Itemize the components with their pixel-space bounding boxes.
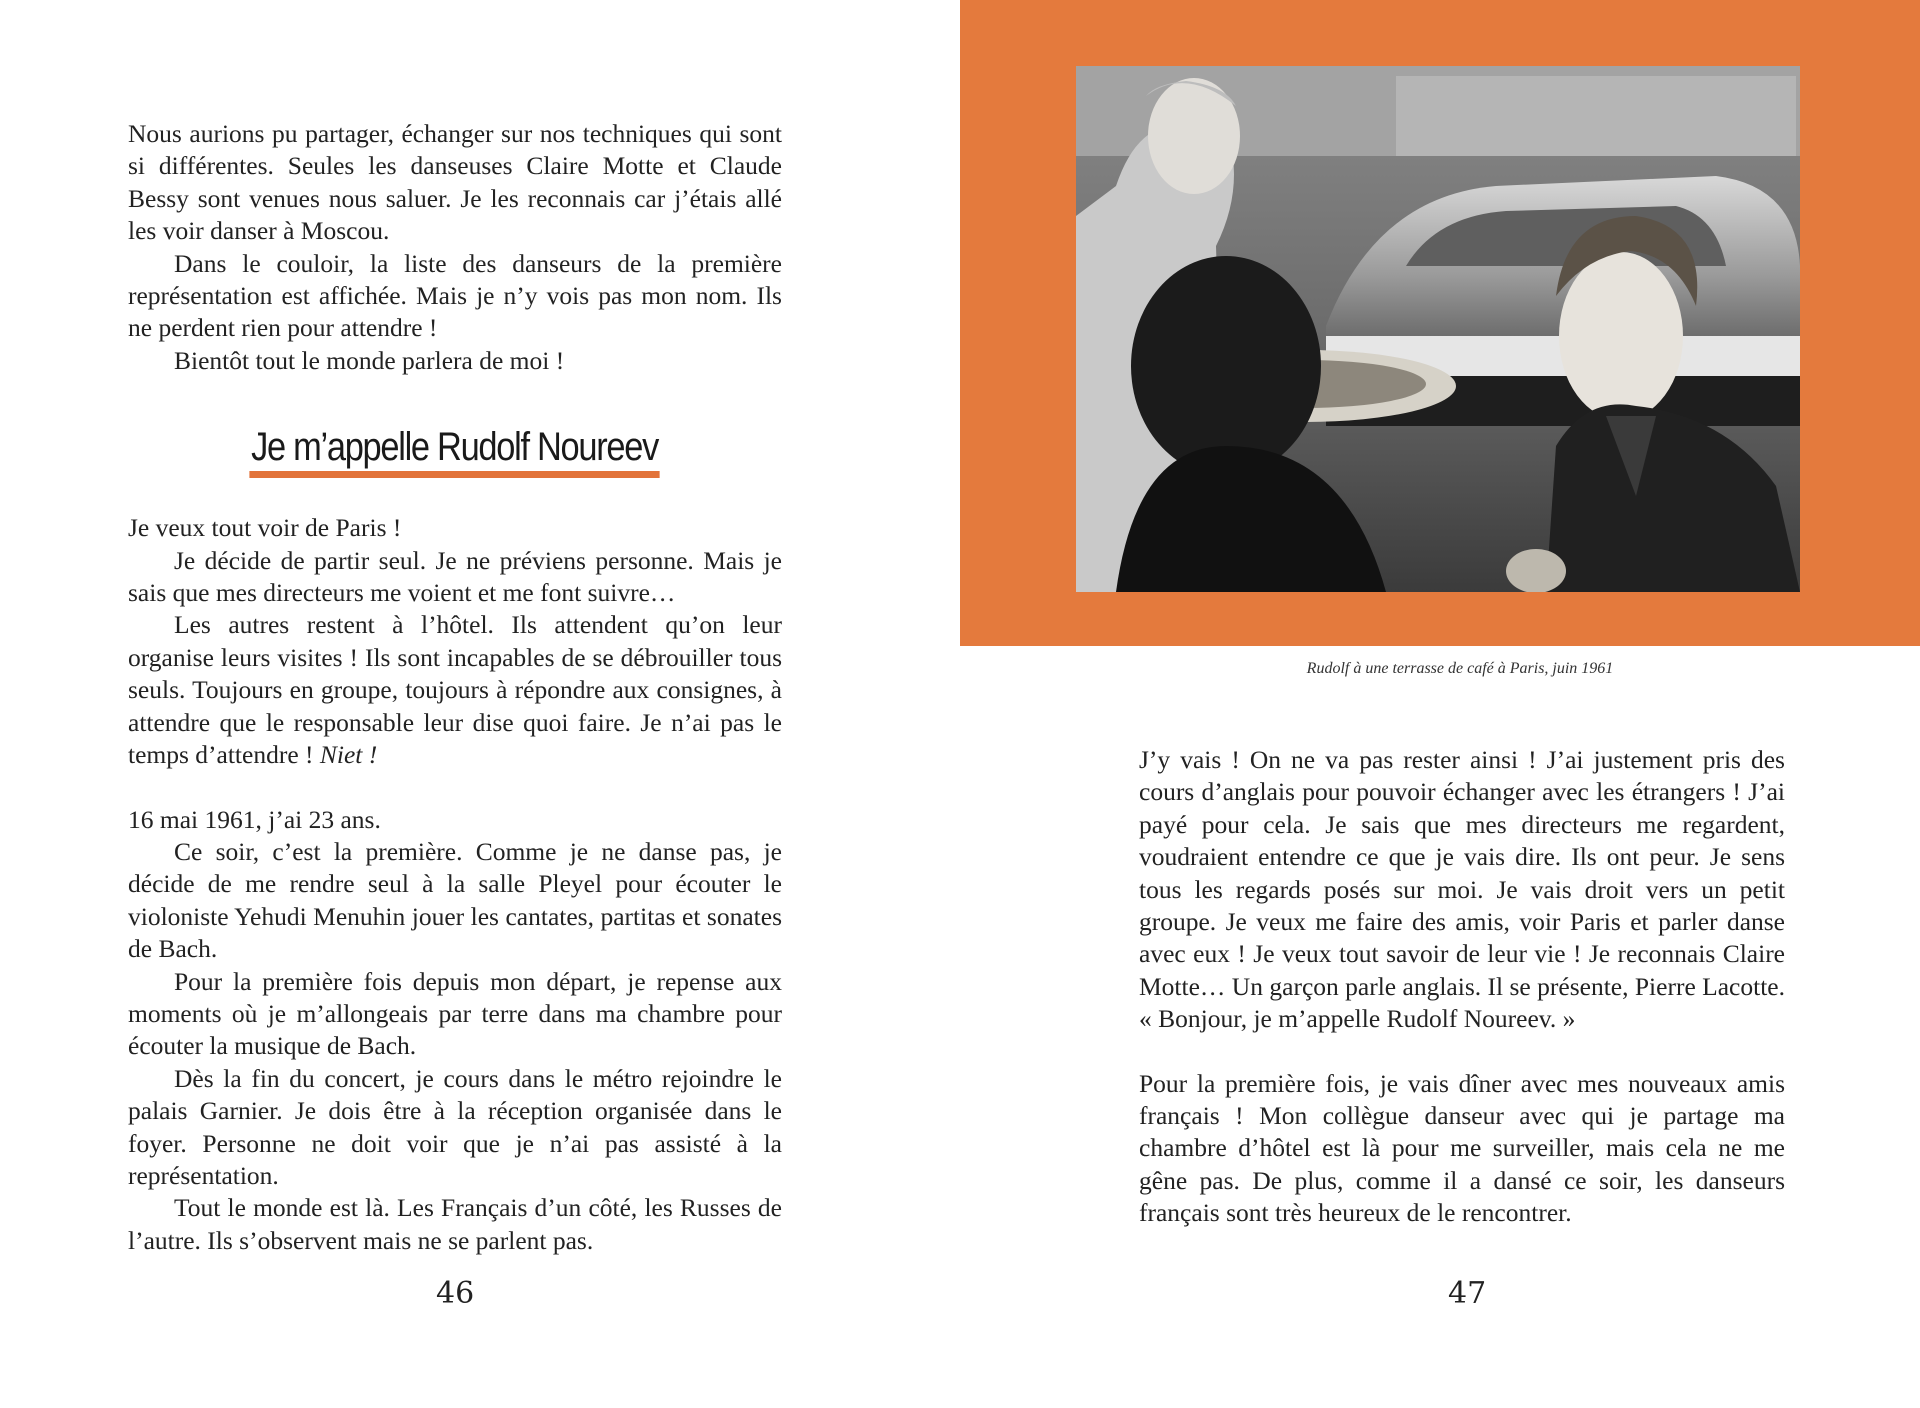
- paragraph: 16 mai 1961, j’ai 23 ans.: [128, 804, 381, 834]
- paragraph-text: Les autres restent à l’hôtel. Ils attendent qu’on leur organise leurs visites ! Ils sont incapables de se débrouiller tous seuls. Toujours en groupe, toujours à répondre aux consignes, à attendre que le responsable leur dise quoi faire. Je n’ai pas le temps d’attendre !: [128, 610, 782, 770]
- section-heading: Je m’appelle Rudolf Noureev: [250, 425, 660, 478]
- paragraph: Pour la première fois, je vais dîner avec mes nouveaux amis français ! Mon collègue danseur avec qui je partage ma chambre d’hôtel est là pour me surveiller, mais cela ne me gêne pas. De plus, comme il a dansé ce soir, les danseurs français sont très heureux de le rencontrer.: [1139, 1068, 1785, 1228]
- photo-cafe-terrace: [1076, 66, 1800, 592]
- left-text-column: [128, 118, 782, 1257]
- section-heading-wrap: [128, 425, 782, 478]
- paragraph: Je veux tout voir de Paris !: [128, 513, 402, 543]
- paragraph: [128, 609, 782, 771]
- paragraph: Bientôt tout le monde parlera de moi !: [174, 345, 565, 375]
- right-text-column: [1139, 744, 1785, 1230]
- paragraph: Ce soir, c’est la première. Comme je ne danse pas, je décide de me rendre seul à la salle Pleyel pour écouter le violoniste Yehudi Menuhin jouer les cantates, partitas et sonates de Bach.: [128, 836, 782, 964]
- paragraph-gap: [128, 772, 782, 804]
- paragraph: Je décide de partir seul. Je ne préviens personne. Mais je sais que mes directeurs me voient et me font suivre…: [128, 545, 782, 608]
- paragraph: J’y vais ! On ne va pas rester ainsi ! J’ai justement pris des cours d’anglais pour pouvoir échanger avec les étrangers ! J’ai payé pour cela. Je sais que mes directeurs me regardent, voudraient entendre ce que je vais dire. Ils ont peur. Je sens tous les regards posés sur moi. Je vais droit vers un petit groupe. Je veux me faire des amis, voir Paris et parler danse avec eux ! Je veux tout savoir de leur vie ! Je reconnais Claire Motte… Un garçon parle anglais. Il se présente, Pierre Lacotte. « Bonjour, je m’appelle Rudolf Noureev. »: [1139, 745, 1785, 1034]
- paragraph-gap: [1139, 1036, 1785, 1068]
- photo-illustration: [1076, 66, 1800, 592]
- emphasis-niet: Niet !: [319, 740, 378, 770]
- paragraph: Pour la première fois depuis mon départ, je repense aux moments où je m’allongeais par terre dans ma chambre pour écouter la musique de Bach.: [128, 966, 782, 1061]
- paragraph: Dès la fin du concert, je cours dans le métro rejoindre le palais Garnier. Je dois être à la réception organisée dans le foyer. Personne ne doit voir que je n’ai pas assisté à la représentation.: [128, 1063, 782, 1190]
- page-number: 46: [436, 1276, 475, 1311]
- photo-caption: Rudolf à une terrasse de café à Paris, juin 1961: [1306, 660, 1614, 677]
- paragraph: Nous aurions pu partager, échanger sur nos techniques qui sont si différentes. Seules les danseuses Claire Motte et Claude Bessy sont venues nous saluer. Je les reconnais car j’étais allé les voir danser à Moscou.: [128, 119, 782, 246]
- paragraph: Dans le couloir, la liste des danseurs de la première représentation est affichée. Mais je n’y vois pas mon nom. Ils ne perdent rien pour attendre !: [128, 248, 782, 343]
- page-number: 47: [1448, 1276, 1487, 1311]
- paragraph: Tout le monde est là. Les Français d’un côté, les Russes de l’autre. Ils s’observent mais ne se parlent pas.: [128, 1193, 782, 1255]
